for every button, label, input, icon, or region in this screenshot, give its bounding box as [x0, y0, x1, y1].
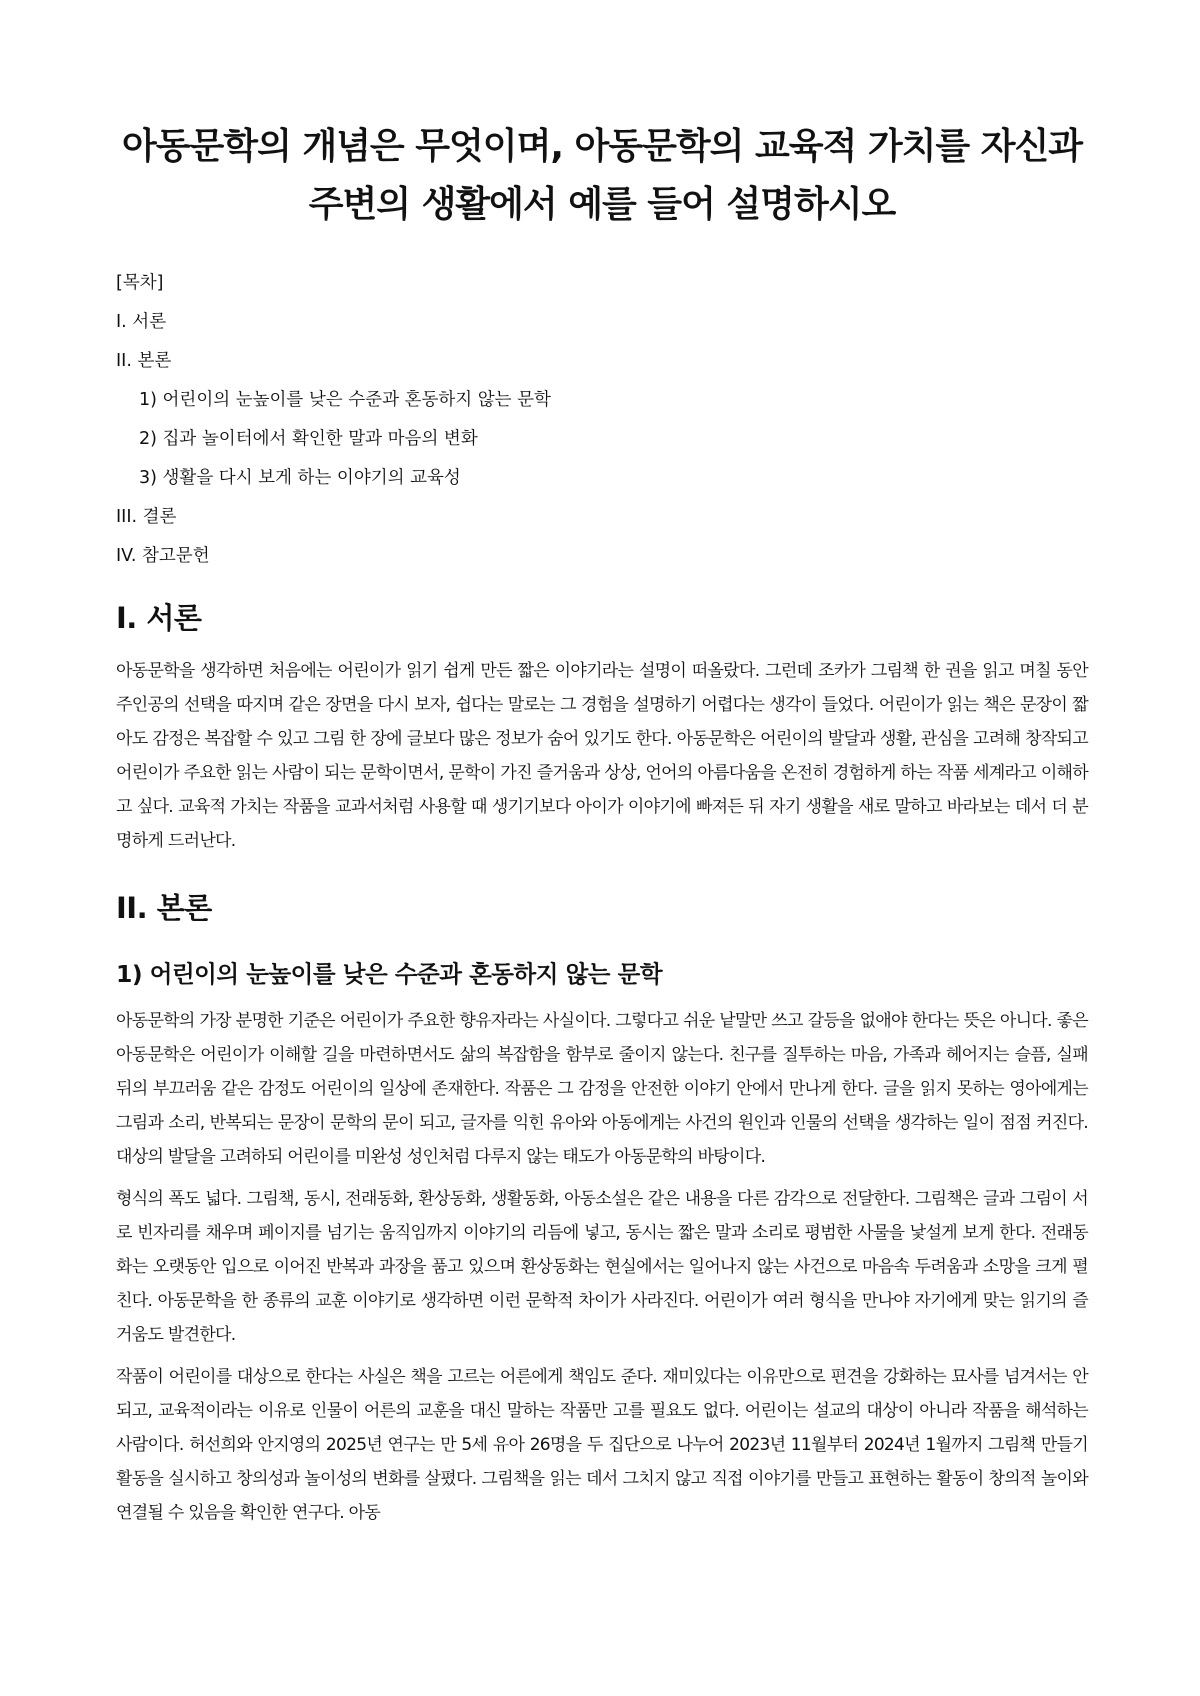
- subsection-1-heading: 1) 어린이의 눈높이를 낮은 수준과 혼동하지 않는 문학: [116, 960, 663, 988]
- toc-heading: [목차]: [116, 273, 164, 293]
- toc-item-introduction: I. 서론: [116, 312, 167, 332]
- introduction-paragraph: 아동문학을 생각하면 처음에는 어린이가 읽기 쉽게 만든 짧은 이야기라는 설명이 떠올랐다. 그런데 조카가 그림책 한 권을 읽고 며칠 동안 주인공의 선택을 따지며 같은 장면을 다시 보자, 쉽다는 말로는 그 경험을 설명하기 어렵다는 생각이 들었다. 어린이가 읽는 책은 문장이 짧아도 감정은 복잡할 수 있고 그림 한 장에 글보다 많은 정보가 숨어 있기도 한다. 아동문학은 어린이의 발달과 생활, 관심을 고려해 창작되고 어린이가 주요한 읽는 사람이 되는 문학이면서, 문학이 가진 즐거움과 상상, 언어의 아름다움을 온전히 경험하게 하는 작품 세계라고 이해하고 싶다. 교육적 가치는 작품을 교과서처럼 사용할 때 생기기보다 아이가 이야기에 빠져든 뒤 자기 생활을 새로 말하고 바라보는 데서 더 분명하게 드러난다.: [116, 661, 1088, 851]
- toc-item-conclusion: III. 결론: [116, 507, 177, 527]
- table-of-contents: [116, 264, 1088, 576]
- introduction-section: [116, 598, 1088, 858]
- toc-item-body-3: 3) 생활을 다시 보게 하는 이야기의 교육성: [139, 468, 461, 488]
- toc-item-body: II. 본론: [116, 351, 172, 371]
- toc-item-body-1: 1) 어린이의 눈높이를 낮은 수준과 혼동하지 않는 문학: [139, 390, 551, 410]
- document-title: 아동문학의 개념은 무엇이며, 아동문학의 교육적 가치를 자신과 주변의 생활에서 예를 들어 설명하시오: [121, 126, 1083, 225]
- subsection-1-paragraph-2: 형식의 폭도 넓다. 그림책, 동시, 전래동화, 환상동화, 생활동화, 아동소설은 같은 내용을 다른 감각으로 전달한다. 그림책은 글과 그림이 서로 빈자리를 채우며 페이지를 넘기는 움직임까지 이야기의 리듬에 넣고, 동시는 짧은 말과 소리로 평범한 사물을 낯설게 보게 한다. 전래동화는 오랫동안 입으로 이어진 반복과 과장을 품고 있으며 환상동화는 현실에서는 일어나지 않는 사건으로 마음속 두려움과 소망을 크게 펼친다. 아동문학을 한 종류의 교훈 이야기로 생각하면 이런 문학적 차이가 사라진다. 어린이가 여러 형식을 만나야 자기에게 맞는 읽기의 즐거움도 발견한다.: [116, 1189, 1088, 1345]
- body-section: [116, 888, 1088, 1530]
- toc-item-references: IV. 참고문헌: [116, 546, 210, 566]
- subsection-1-paragraph-1: 아동문학의 가장 분명한 기준은 어린이가 주요한 향유자라는 사실이다. 그렇다고 쉬운 낱말만 쓰고 갈등을 없애야 한다는 뜻은 아니다. 좋은 아동문학은 어린이가 이해할 길을 마련하면서도 삶의 복잡함을 함부로 줄이지 않는다. 친구를 질투하는 마음, 가족과 헤어지는 슬픔, 실패 뒤의 부끄러움 같은 감정도 어린이의 일상에 존재한다. 작품은 그 감정을 안전한 이야기 안에서 만나게 한다. 글을 읽지 못하는 영아에게는 그림과 소리, 반복되는 문장이 문학의 문이 되고, 글자를 익힌 유아와 아동에게는 사건의 원인과 인물의 선택을 생각하는 일이 점점 커진다. 대상의 발달을 고려하되 어린이를 미완성 성인처럼 다루지 않는 태도가 아동문학의 바탕이다.: [116, 1011, 1088, 1167]
- subsection-1-paragraph-3: 작품이 어린이를 대상으로 한다는 사실은 책을 고르는 어른에게 책임도 준다. 재미있다는 이유만으로 편견을 강화하는 묘사를 넘겨서는 안 되고, 교육적이라는 이유로 인물이 어른의 교훈을 대신 말하는 작품만 고를 필요도 없다. 어린이는 설교의 대상이 아니라 작품을 해석하는 사람이다. 허선희와 안지영의 2025년 연구는 만 5세 유아 26명을 두 집단으로 나누어 2023년 11월부터 2024년 1월까지 그림책 만들기 활동을 실시하고 창의성과 놀이성의 변화를 살폈다. 그림책을 읽는 데서 그치지 않고 직접 이야기를 만들고 표현하는 활동이 창의적 놀이와 연결될 수 있음을 확인한 연구다. 아동: [116, 1367, 1088, 1523]
- toc-item-body-2: 2) 집과 놀이터에서 확인한 말과 마음의 변화: [139, 429, 478, 449]
- introduction-heading: I. 서론: [116, 601, 202, 635]
- body-heading: II. 본론: [116, 891, 212, 925]
